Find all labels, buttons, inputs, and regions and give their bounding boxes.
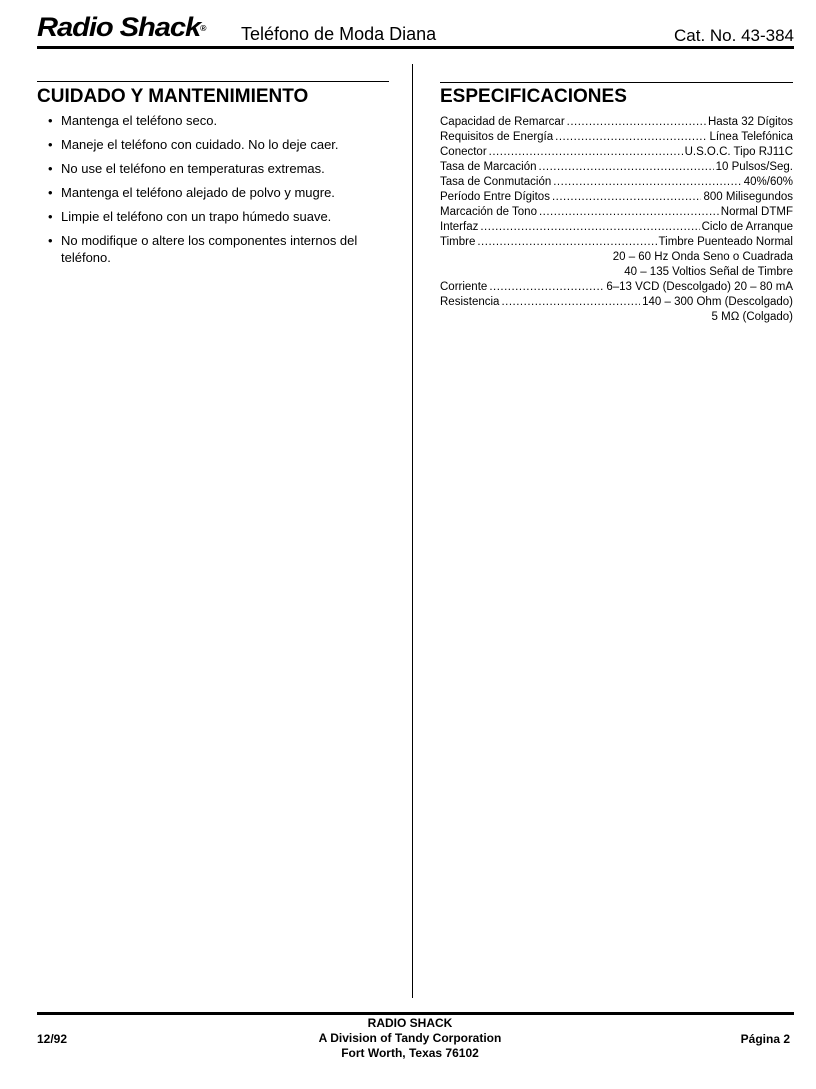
care-item: • No use el teléfono en temperaturas extremas. — [48, 160, 393, 177]
spec-value: Línea Telefónica — [709, 131, 793, 143]
spec-value: U.S.O.C. Tipo RJ11C — [684, 146, 793, 158]
spec-continuation: 20 – 60 Hz Onda Seno o Cuadrada — [612, 251, 793, 263]
spec-value: Hasta 32 Dígitos — [707, 116, 793, 128]
page-number: Página 2 — [740, 1032, 790, 1046]
care-section-rule — [37, 81, 389, 82]
care-heading: CUIDADO Y MANTENIMIENTO — [37, 86, 309, 107]
spec-section-rule — [440, 82, 793, 83]
spec-continuation: 40 – 135 Voltios Señal de Timbre — [624, 266, 793, 278]
spec-row — [440, 295, 793, 310]
spec-label: Período Entre Dígitos — [440, 191, 550, 203]
dot-leader — [567, 115, 706, 130]
trademark-symbol: ® — [200, 24, 206, 33]
dot-leader — [539, 205, 719, 220]
dot-leader — [553, 175, 742, 190]
spec-label: Tasa de Marcación — [440, 161, 537, 173]
brand-logo — [37, 12, 205, 42]
dot-leader — [489, 145, 683, 160]
spec-label: Capacidad de Remarcar — [440, 116, 565, 128]
spec-row — [440, 190, 793, 205]
document-title: Teléfono de Moda Diana — [241, 24, 437, 44]
spec-value: 800 Milisegundos — [703, 191, 793, 203]
spec-row — [440, 115, 793, 130]
spec-label: Interfaz — [440, 221, 479, 233]
dot-leader — [552, 190, 702, 205]
spec-row — [440, 235, 793, 250]
spec-row — [440, 205, 793, 220]
footer-company-division: A Division of Tandy Corporation — [318, 1031, 502, 1045]
spec-label: Resistencia — [440, 296, 500, 308]
footer-company-block — [260, 1016, 560, 1061]
spec-label: Conector — [440, 146, 487, 158]
spec-value: 140 – 300 Ohm (Descolgado) — [642, 296, 793, 308]
dot-leader — [501, 295, 640, 310]
spec-row — [440, 130, 793, 145]
spec-row — [440, 160, 793, 175]
spec-label: Timbre — [440, 236, 476, 248]
footer-company-name: RADIO SHACK — [367, 1016, 453, 1030]
dot-leader — [480, 220, 699, 235]
dot-leader — [477, 235, 656, 250]
column-divider — [412, 64, 413, 998]
dot-leader — [489, 280, 604, 295]
spec-value: Ciclo de Arranque — [701, 221, 793, 233]
dot-leader — [555, 130, 707, 145]
brand-logo-text: Radio Shack — [37, 12, 201, 42]
spec-label: Tasa de Conmutación — [440, 176, 552, 188]
spec-label: Corriente — [440, 281, 488, 293]
spec-label: Requisitos de Energía — [440, 131, 554, 143]
care-item: • Limpie el teléfono con un trapo húmedo suave. — [48, 208, 393, 225]
spec-row — [440, 175, 793, 190]
footer-rule — [37, 1012, 794, 1015]
spec-value: 6–13 VCD (Descolgado) 20 – 80 mA — [606, 281, 793, 293]
spec-list — [440, 115, 793, 325]
spec-heading: ESPECIFICACIONES — [440, 86, 627, 107]
spec-value: 40%/60% — [743, 176, 793, 188]
spec-value: 10 Pulsos/Seg. — [715, 161, 793, 173]
care-item: • No modifique o altere los componentes internos del teléfono. — [48, 232, 393, 266]
footer-date: 12/92 — [37, 1032, 68, 1046]
spec-row — [440, 145, 793, 160]
spec-row — [440, 280, 793, 295]
care-list — [48, 112, 393, 273]
spec-label: Marcación de Tono — [440, 206, 537, 218]
spec-value: Normal DTMF — [720, 206, 793, 218]
care-item: • Mantenga el teléfono seco. — [48, 112, 393, 129]
care-item: • Mantenga el teléfono alejado de polvo y mugre. — [48, 184, 393, 201]
catalog-number: Cat. No. 43-384 — [673, 26, 794, 45]
spec-value: Timbre Puenteado Normal — [658, 236, 793, 248]
spec-row — [440, 220, 793, 235]
care-item: • Maneje el teléfono con cuidado. No lo deje caer. — [48, 136, 393, 153]
dot-leader — [539, 160, 714, 175]
header-rule — [37, 46, 794, 49]
footer-company-address: Fort Worth, Texas 76102 — [341, 1046, 479, 1060]
spec-continuation: 5 MΩ (Colgado) — [711, 311, 793, 323]
